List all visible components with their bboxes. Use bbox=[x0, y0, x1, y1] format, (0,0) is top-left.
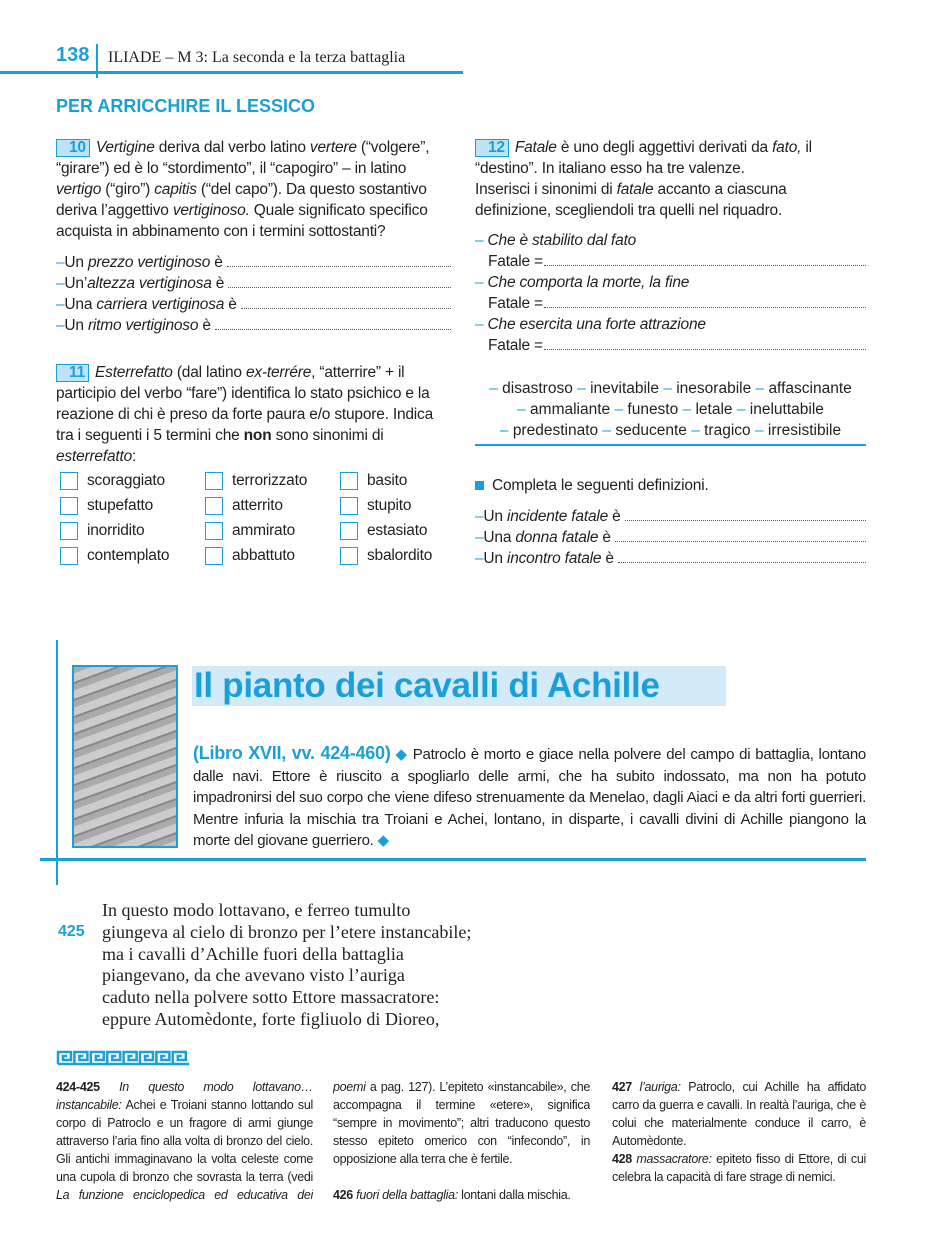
definition bbox=[475, 230, 866, 251]
text-run: In questo modo lottavano… instancabile: bbox=[56, 1080, 313, 1112]
checkbox-icon[interactable] bbox=[340, 522, 358, 540]
fatale-answer bbox=[475, 293, 866, 314]
exercise-text bbox=[56, 139, 429, 240]
text-run: Esterrefatto bbox=[95, 364, 173, 381]
dash-bullet: – bbox=[475, 232, 488, 249]
exercise-12 bbox=[475, 137, 866, 356]
checkbox-option[interactable] bbox=[205, 520, 340, 541]
text-run: altezza vertiginosa bbox=[87, 275, 212, 292]
checkbox-icon[interactable] bbox=[205, 472, 223, 490]
text-run: (dal latino bbox=[172, 364, 246, 381]
checkbox-icon[interactable] bbox=[205, 547, 223, 565]
definition-text: Che è stabilito dal fato bbox=[487, 232, 637, 249]
definition bbox=[475, 314, 866, 335]
answer-line[interactable] bbox=[215, 318, 451, 330]
text-run: il “destino”. In italiano esso ha tre valenze. bbox=[475, 139, 812, 177]
text-run: vertere bbox=[309, 139, 357, 156]
footnote bbox=[612, 1150, 866, 1186]
answer-line[interactable] bbox=[544, 338, 866, 350]
text-run: lontani dalla mischia. bbox=[457, 1188, 571, 1202]
definition-text: Che esercita una forte attrazione bbox=[487, 316, 706, 333]
checkbox-grid bbox=[60, 470, 451, 566]
footnote-column-2 bbox=[333, 1078, 590, 1204]
word-box bbox=[475, 378, 866, 446]
text-run: : bbox=[132, 448, 137, 465]
text-run: Vertigine bbox=[95, 139, 155, 156]
option-label: ammirato bbox=[232, 522, 295, 539]
text-run: è bbox=[224, 296, 237, 313]
answer-line[interactable] bbox=[544, 254, 866, 266]
word-line bbox=[475, 420, 866, 441]
dash-separator: – bbox=[610, 401, 628, 418]
dash-separator: – bbox=[686, 422, 705, 439]
text-run: (“giro”) bbox=[101, 181, 155, 198]
synonym-word: ineluttabile bbox=[749, 401, 824, 418]
exercise-number: 11 bbox=[56, 364, 89, 382]
footnote-continuation bbox=[333, 1078, 590, 1168]
option-label: stupefatto bbox=[87, 497, 154, 514]
verse-line: In questo modo lottavano, e ferreo tumulto bbox=[102, 900, 411, 920]
synonym-word: affascinante bbox=[768, 380, 852, 397]
option-label: basito bbox=[367, 472, 408, 489]
text-run: non bbox=[243, 427, 272, 444]
reading-reference: (Libro XVII, vv. 424-460) bbox=[193, 743, 391, 763]
text-run: fatale bbox=[616, 181, 654, 198]
text-run: incidente fatale bbox=[506, 508, 609, 525]
text-run: esterrefatto bbox=[56, 448, 133, 465]
text-run: incontro fatale bbox=[506, 550, 602, 567]
text-run: ex-terrére bbox=[245, 364, 312, 381]
definition bbox=[475, 272, 866, 293]
option-label: stupito bbox=[367, 497, 412, 514]
dash-bullet: – bbox=[475, 316, 488, 333]
answer-line[interactable] bbox=[625, 509, 866, 521]
text-run: poemi bbox=[333, 1080, 366, 1094]
exercise-10 bbox=[56, 137, 451, 336]
checkbox-icon[interactable] bbox=[205, 522, 223, 540]
fill-in-item bbox=[56, 252, 451, 273]
verse-line: caduto nella polvere sotto Ettore massacratore: bbox=[102, 987, 440, 1008]
text-run: La funzione enciclopedica ed educativa dei bbox=[56, 1188, 313, 1202]
exercise-number: 10 bbox=[56, 139, 90, 157]
text-run: 428 bbox=[612, 1152, 632, 1166]
text-run: 426 bbox=[333, 1188, 353, 1202]
synonym-word: tragico bbox=[704, 422, 751, 439]
text-run: Un bbox=[483, 550, 507, 567]
text-run: prezzo vertiginoso bbox=[87, 254, 211, 271]
text-run: deriva dal verbo latino bbox=[154, 139, 310, 156]
text-run: 427 bbox=[612, 1080, 632, 1094]
text-run: massacratore: bbox=[631, 1152, 712, 1166]
verse-line: ma i cavalli d’Achille fuori della battaglia bbox=[102, 943, 404, 964]
text-run: fato, bbox=[772, 139, 802, 156]
answer-line[interactable] bbox=[615, 530, 866, 542]
text-run: Un bbox=[483, 508, 507, 525]
option-label: abbattuto bbox=[232, 547, 295, 564]
text-run: 424-425 bbox=[56, 1080, 100, 1094]
dash-separator: – bbox=[751, 380, 769, 397]
exercise-number: 12 bbox=[475, 139, 509, 157]
option-label: terrorizzato bbox=[232, 472, 308, 489]
checkbox-icon[interactable] bbox=[340, 497, 358, 515]
text-run: è bbox=[211, 275, 225, 292]
option-label: sbalordito bbox=[367, 547, 433, 564]
page-number: 138 bbox=[56, 44, 90, 66]
fill-in-item bbox=[56, 273, 451, 294]
dash-separator: – bbox=[572, 380, 591, 397]
poem-text bbox=[102, 900, 471, 1031]
diamond-icon: ◆ bbox=[395, 746, 413, 763]
checkbox-option[interactable] bbox=[60, 495, 205, 516]
fill-in-item bbox=[475, 548, 866, 569]
text-run: Un bbox=[64, 317, 88, 334]
checkbox-option[interactable] bbox=[60, 470, 205, 491]
text-run: l’auriga: bbox=[631, 1080, 681, 1094]
text-run: sono sinonimi di bbox=[271, 427, 384, 444]
checkbox-icon[interactable] bbox=[60, 547, 78, 565]
fill-in-item bbox=[475, 527, 866, 548]
intro-text: Patroclo è morto e giace nella polvere del campo di battaglia, lontano dalle navi. Ettore è riuscito a spogliarlo delle armi, che ha subito indossato, ma non ha potuto impadronirsi del suo corpo che viene difeso strenuamente da Menelao, dagli Aiaci e da altri forti guerrieri. Mentre infuria la mischia tra Troiani e Achei, lontano, in disparte, i cavalli divini di Achille piangono la morte del giovane guerriero. bbox=[193, 746, 867, 849]
text-run: ritmo vertiginoso bbox=[87, 317, 199, 334]
fill-in-item bbox=[56, 315, 451, 336]
answer-line[interactable] bbox=[618, 551, 866, 563]
checkbox-option[interactable] bbox=[205, 470, 340, 491]
text-run: Fatale bbox=[514, 139, 557, 156]
synonym-word: letale bbox=[695, 401, 733, 418]
dash-separator: – bbox=[750, 422, 768, 439]
blue-square-bullet-icon bbox=[475, 481, 484, 490]
verse-line: giungeva al cielo di bronzo per l’etere instancabile; bbox=[102, 921, 472, 942]
exercise-instructions bbox=[475, 179, 866, 221]
fatale-label: Fatale = bbox=[488, 295, 543, 312]
dash-separator: – bbox=[678, 401, 696, 418]
option-label: atterrito bbox=[232, 497, 283, 514]
text-run: è bbox=[598, 529, 611, 546]
checkbox-icon[interactable] bbox=[205, 497, 223, 515]
reading-intro bbox=[193, 743, 866, 852]
dash-separator: – bbox=[499, 422, 513, 439]
checkbox-icon[interactable] bbox=[60, 472, 78, 490]
greek-meander-icon bbox=[56, 1050, 190, 1066]
text-run: Una bbox=[64, 296, 97, 313]
exercise-text bbox=[56, 364, 433, 465]
text-run: è bbox=[198, 317, 211, 334]
section-rule bbox=[40, 858, 866, 861]
checkbox-option[interactable] bbox=[340, 495, 460, 516]
section-vertical-rule bbox=[56, 640, 58, 885]
synonym-word: irresistibile bbox=[767, 422, 842, 439]
answer-line[interactable] bbox=[228, 276, 451, 288]
answer-line[interactable] bbox=[241, 297, 451, 309]
text-run: (“volgere”, “girare”) ed è lo “stordimento”, il “capogiro” – in latino bbox=[56, 139, 430, 177]
diamond-icon: ◆ bbox=[377, 832, 389, 849]
text-run: a pag. 127). L’epiteto «instancabile», che accompagna il termine «etere», significa “sempre in movimento”; altri traducono questo stesso epiteto omerico con “infecondo”, in opposizione alla terra che è fertile. bbox=[333, 1080, 590, 1166]
footnote bbox=[333, 1186, 590, 1204]
text-run: Un’ bbox=[64, 275, 88, 292]
footnote-column-3 bbox=[612, 1078, 866, 1186]
dash-separator: – bbox=[732, 401, 750, 418]
text-run: Quale significato specifico acquista in abbinamento con i termini sottostanti? bbox=[56, 202, 428, 240]
verse-number: 425 bbox=[58, 923, 85, 940]
reading-title: Il pianto dei cavalli di Achille bbox=[192, 666, 726, 706]
text-run: vertigo bbox=[56, 181, 102, 198]
synonym-word: seducente bbox=[615, 422, 687, 439]
option-label: scoraggiato bbox=[87, 472, 165, 489]
complete-definitions bbox=[475, 475, 866, 569]
synonym-word: inesorabile bbox=[676, 380, 752, 397]
text-run: accanto a ciascuna definizione, scegliendoli tra quelli nel riquadro. bbox=[475, 181, 787, 219]
running-title: ILIADE – M 3: La seconda e la terza battaglia bbox=[108, 49, 406, 66]
synonym-word: disastroso bbox=[502, 380, 573, 397]
vase-painting-image bbox=[72, 665, 178, 848]
dash-bullet: – bbox=[56, 296, 65, 313]
text-run: carriera vertiginosa bbox=[96, 296, 225, 313]
dash-separator: – bbox=[517, 401, 531, 418]
synonym-word: inevitabile bbox=[590, 380, 659, 397]
answer-line[interactable] bbox=[544, 296, 866, 308]
checkbox-option[interactable] bbox=[340, 470, 460, 491]
dash-bullet: – bbox=[475, 508, 484, 525]
dash-bullet: – bbox=[56, 317, 65, 334]
checkbox-icon[interactable] bbox=[340, 547, 358, 565]
text-run: Una bbox=[483, 529, 516, 546]
text-run: è bbox=[608, 508, 621, 525]
fatale-label: Fatale = bbox=[488, 337, 543, 354]
option-label: inorridito bbox=[87, 522, 145, 539]
synonym-word: ammaliante bbox=[530, 401, 611, 418]
synonym-word: predestinato bbox=[512, 422, 599, 439]
text-run: epiteto fisso di Ettore, di cui celebra la capacità di fare strage di nemici. bbox=[612, 1152, 866, 1184]
dash-bullet: – bbox=[56, 275, 65, 292]
fatale-answer bbox=[475, 251, 866, 272]
checkbox-icon[interactable] bbox=[340, 472, 358, 490]
dash-bullet: – bbox=[56, 254, 65, 271]
checkbox-icon[interactable] bbox=[60, 522, 78, 540]
verse-line: eppure Automèdonte, forte figliuolo di Dioreo, bbox=[102, 1008, 440, 1029]
exercise-text bbox=[475, 139, 812, 177]
verse-line: piangevano, da che avevano visto l’auriga bbox=[102, 965, 405, 986]
text-run: capitis bbox=[154, 181, 197, 198]
text-run: (“del capo”). Da questo sostantivo deriva l’aggettivo bbox=[56, 181, 427, 219]
fill-in-item bbox=[475, 506, 866, 527]
dash-bullet: – bbox=[475, 274, 488, 291]
dash-separator: – bbox=[659, 380, 677, 397]
text-run: vertiginoso. bbox=[172, 202, 250, 219]
dash-bullet: – bbox=[475, 550, 484, 567]
text-run: è bbox=[210, 254, 223, 271]
footnote bbox=[612, 1078, 866, 1150]
checkbox-option[interactable] bbox=[205, 545, 340, 566]
footnote bbox=[56, 1078, 313, 1204]
text-run: è uno degli aggettivi derivati da bbox=[556, 139, 773, 156]
text-run: donna fatale bbox=[515, 529, 599, 546]
option-label: estasiato bbox=[367, 522, 428, 539]
option-label: contemplato bbox=[87, 547, 170, 564]
fill-in-item bbox=[56, 294, 451, 315]
text-run: fuori della battaglia: bbox=[352, 1188, 458, 1202]
definition-text: Che comporta la morte, la fine bbox=[487, 274, 690, 291]
exercise-11 bbox=[56, 362, 451, 566]
checkbox-option[interactable] bbox=[60, 520, 205, 541]
checkbox-option[interactable] bbox=[205, 495, 340, 516]
section-title: PER ARRICCHIRE IL LESSICO bbox=[56, 96, 316, 116]
text-run: Patroclo, cui Achille ha affidato carro da guerra e cavalli. In realtà l’auriga, che è colui che materialmente conduce il carro, è Automèdonte. bbox=[612, 1080, 866, 1148]
fatale-label: Fatale = bbox=[488, 253, 543, 270]
word-line bbox=[475, 378, 866, 399]
text-run: Achei e Troiani stanno lottando sul corpo di Patroclo e un fragore di armi giunge attraverso l’aria fino alla volta di bronzo del cielo. Gli antichi immaginavano la volta celeste come una cupola di bronzo che sovrasta la terra (vedi bbox=[56, 1098, 313, 1184]
dash-separator: – bbox=[598, 422, 616, 439]
checkbox-icon[interactable] bbox=[60, 497, 78, 515]
fatale-answer bbox=[475, 335, 866, 356]
answer-line[interactable] bbox=[227, 255, 451, 267]
synonym-word: funesto bbox=[627, 401, 679, 418]
word-line bbox=[475, 399, 866, 420]
text-run: , “atterrire” + il participio del verbo “fare”) identifica lo stato psichico e la reazione di chi è preso da forte paura e/o stupore. Indica tra i seguenti i 5 termini che bbox=[56, 364, 434, 444]
checkbox-option[interactable] bbox=[60, 545, 205, 566]
complete-prompt: Completa le seguenti definizioni. bbox=[492, 477, 709, 494]
text-run: è bbox=[601, 550, 614, 567]
dash-bullet: – bbox=[475, 529, 484, 546]
text-run: Un bbox=[64, 254, 88, 271]
text-run: Inserisci i sinonimi di bbox=[475, 181, 617, 198]
checkbox-option[interactable] bbox=[340, 520, 460, 541]
header-rule bbox=[0, 71, 463, 74]
dash-separator: – bbox=[489, 380, 503, 397]
checkbox-option[interactable] bbox=[340, 545, 460, 566]
